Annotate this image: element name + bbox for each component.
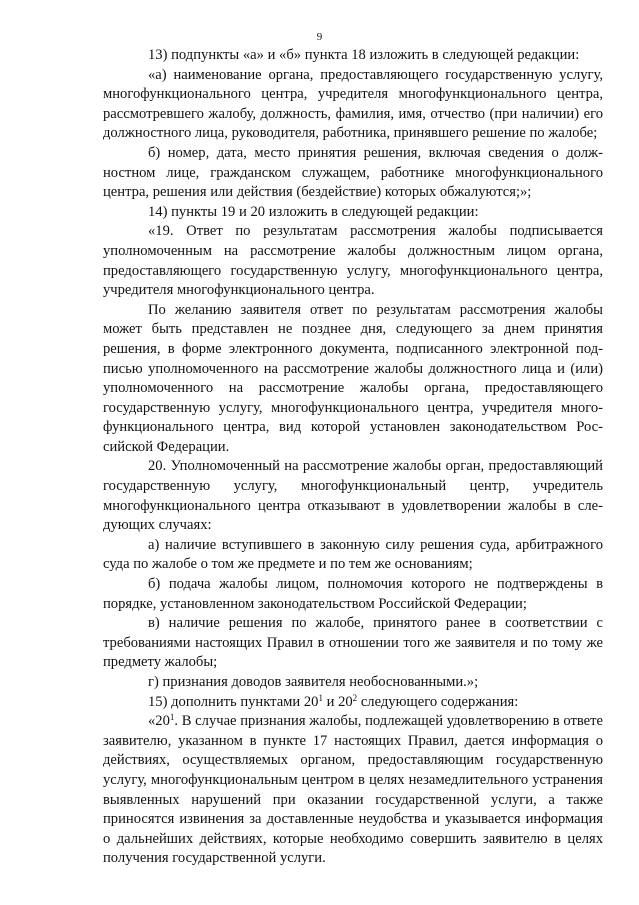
- paragraph-item-13: 13) подпункты «а» и «б» пункта 18 изложить в следующей редакции:: [148, 47, 580, 63]
- paragraph-item-15: [103, 693, 603, 713]
- paragraph-point-19-electronic: По желанию заявителя ответ по результатам рассмотрения жалобы может быть представлен не позднее дня, следующего за днем принятия решения, в форме электронного документа, подписанного электронной подписью уполномоченного на рассмотрение жалобы должностного лица и (или) уполномоченного на рассмотрение жалобы органа, предоставляющего государственную услугу, многофункционального центра, учредителя многофункционального центра, вид которой установлен законодательством Российской Федерации.: [103, 301, 603, 455]
- paragraph-item-14: 14) пункты 19 и 20 изложить в следующей редакции:: [148, 203, 479, 220]
- paragraph-point-20-v: в) наличие решения по жалобе, принятого ранее в соответствии с требованиями настоящих Правил в отношении того же заявителя и по тому же предмету жалобы;: [103, 615, 603, 671]
- paragraph-item-15-text-end: следующего содержания:: [357, 693, 519, 710]
- paragraph-subitem-a: «а) наименование органа, предоставляющего государственную услугу, многофункционального центра, учредителя многофункционального центра, рассмотревшего жалобу, должность, фамилия, имя, отчество (при наличии) его должностного лица, руководителя, работника, принявшего решение по жалобе;: [103, 66, 603, 142]
- paragraph-point-19: «19. Ответ по результатам рассмотрения жалобы подписывается уполномоченным на рассмотрение жалобы должностным лицом органа, предоставляющего государственную услугу, многофункционального центра, учредителя многофункционального центра.: [103, 223, 603, 299]
- paragraph-point-20: 20. Уполномоченный на рассмотрение жалобы орган, предоставляющий государственную услугу, многофункциональный центр, учредитель многофункционального центра отказывают в удовлетворении жалобы в следующих случаях:: [103, 458, 603, 534]
- superscript-1: 1: [169, 712, 175, 723]
- paragraph-point-20-b: б) подача жалобы лицом, полномочия которого не подтверждены в порядке, установленном законодательством Российской Федерации;: [103, 576, 603, 612]
- paragraph-item-15-text-middle: и 20: [322, 693, 353, 710]
- paragraph-item-15-text-start: 15) дополнить пунктами 20: [148, 693, 319, 710]
- paragraph-point-20-1: [103, 712, 603, 869]
- superscript-2: 2: [352, 692, 358, 703]
- superscript-1: 1: [318, 692, 323, 703]
- document-body: [103, 46, 603, 869]
- paragraph-point-20-1-text: . В случае признания жалобы, подлежащей удовлетворению в ответе заявителю, указанном в пункте 17 настоящих Правил, дается информация о действиях, осуществляемых органом, предоставляющим государственную услугу, многофункциональным центром в целях незамедлительного устранения выявленных нарушений при оказании государственной услуги, а также приносятся извинения за доставленные неудобства и указывается информация о дальнейших действиях, которые необходимо совершить заявителю в целях получения государственной услуги.: [103, 713, 603, 867]
- paragraph-point-20-g: г) признания доводов заявителя необоснованными.»;: [148, 674, 479, 690]
- page-number: 9: [316, 31, 323, 43]
- paragraph-point-20-1-number: «20: [148, 713, 170, 730]
- paragraph-subitem-b: б) номер, дата, место принятия решения, включая сведения о должностном лице, гражданском служащем, работнике многофункционального центра, решения или действия (бездействие) которых обжалуются;»;: [103, 144, 603, 201]
- paragraph-point-20-a: а) наличие вступившего в законную силу решения суда, арбитражного суда по жалобе о том же предмете и по тем же основаниям;: [103, 536, 603, 573]
